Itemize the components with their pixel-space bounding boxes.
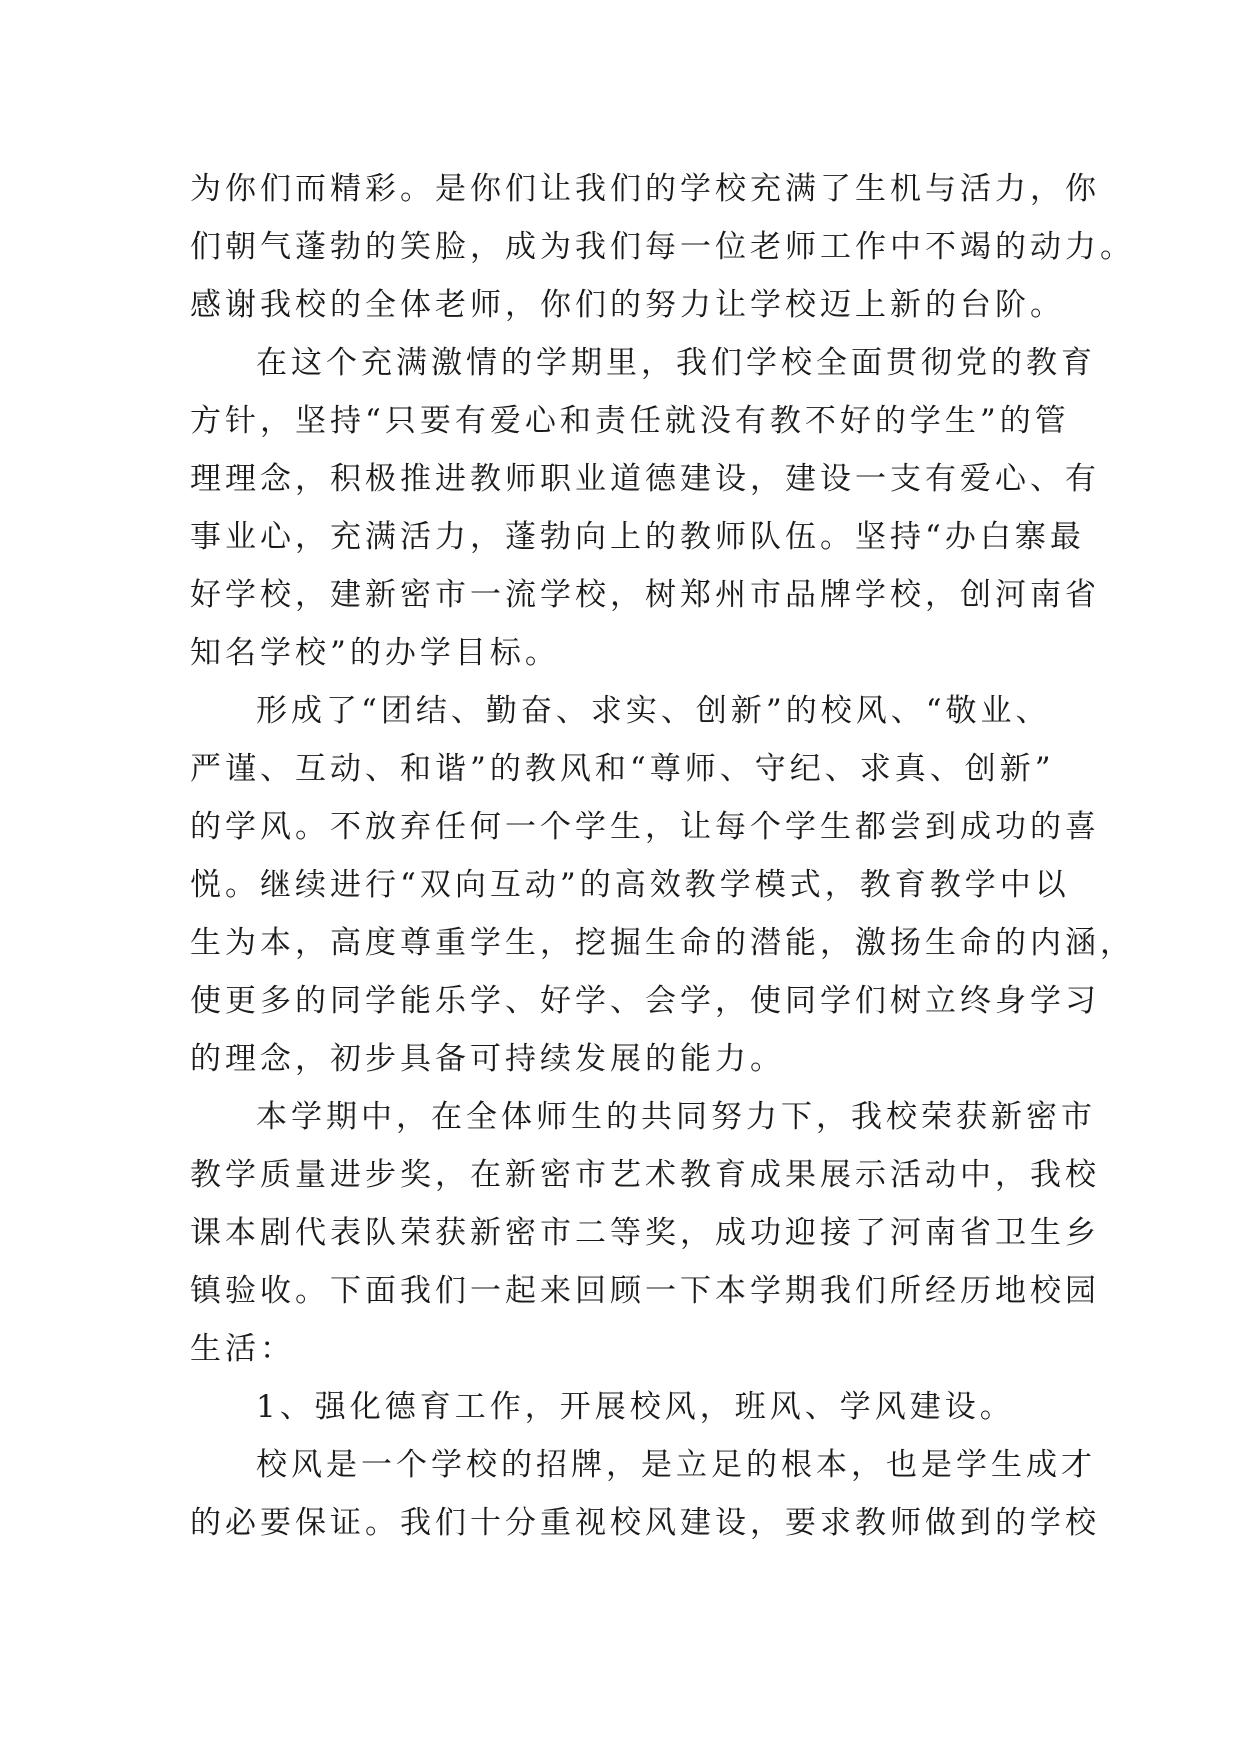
text-line: 镇验收。下面我们一起来回顾一下本学期我们所经历地校园: [190, 1273, 1100, 1309]
text-line: 感谢我校的全体老师，你们的努力让学校迈上新的台阶。: [190, 287, 1065, 323]
text-line: 的学风。不放弃任何一个学生，让每个学生都尝到成功的喜: [190, 809, 1100, 845]
text-line: 课本剧代表队荣获新密市二等奖，成功迎接了河南省卫生乡: [190, 1215, 1100, 1251]
text-line: 生活：: [190, 1331, 295, 1367]
text-line: 事业心，充满活力，蓬勃向上的教师队伍。坚持“办白寨最: [190, 519, 1085, 555]
text-line: 的理念，初步具备可持续发展的能力。: [190, 1041, 785, 1077]
text-line: 理理念，积极推进教师职业道德建设，建设一支有爱心、有: [190, 461, 1100, 497]
text-line: 好学校，建新密市一流学校，树郑州市品牌学校，创河南省: [190, 577, 1100, 613]
text-line: 教学质量进步奖，在新密市艺术教育成果展示活动中，我校: [190, 1157, 1100, 1193]
text-line: 悦。继续进行“双向互动”的高效教学模式，教育教学中以: [190, 867, 1070, 903]
paragraph-first-line: 本学期中，在全体师生的共同努力下，我校荣获新密市: [256, 1099, 1096, 1135]
text-line: 知名学校”的办学目标。: [190, 635, 560, 671]
text-line: 方针，坚持“只要有爱心和责任就没有教不好的学生”的管: [190, 403, 1070, 439]
text-line: 生为本，高度尊重学生，挖掘生命的潜能，激扬生命的内涵，: [190, 925, 1135, 961]
text-line: 的必要保证。我们十分重视校风建设，要求教师做到的学校: [190, 1505, 1100, 1541]
document-body: [190, 160, 1135, 1552]
text-line: 为你们而精彩。是你们让我们的学校充满了生机与活力，你: [190, 171, 1100, 207]
paragraph-first-line: 在这个充满激情的学期里，我们学校全面贯彻党的教育: [256, 345, 1096, 381]
paragraph-first-line: 形成了“团结、勤奋、求实、创新”的校风、“敬业、: [256, 693, 1051, 729]
paragraph-first-line: 校风是一个学校的招牌，是立足的根本，也是学生成才: [256, 1447, 1096, 1483]
text-line: 严谨、互动、和谐”的教风和“尊师、守纪、求真、创新”: [190, 751, 1055, 787]
text-line: 们朝气蓬勃的笑脸，成为我们每一位老师工作中不竭的动力。: [190, 229, 1135, 265]
section-heading: 1、强化德育工作，开展校风，班风、学风建设。: [256, 1389, 1015, 1425]
text-line: 使更多的同学能乐学、好学、会学，使同学们树立终身学习: [190, 983, 1100, 1019]
